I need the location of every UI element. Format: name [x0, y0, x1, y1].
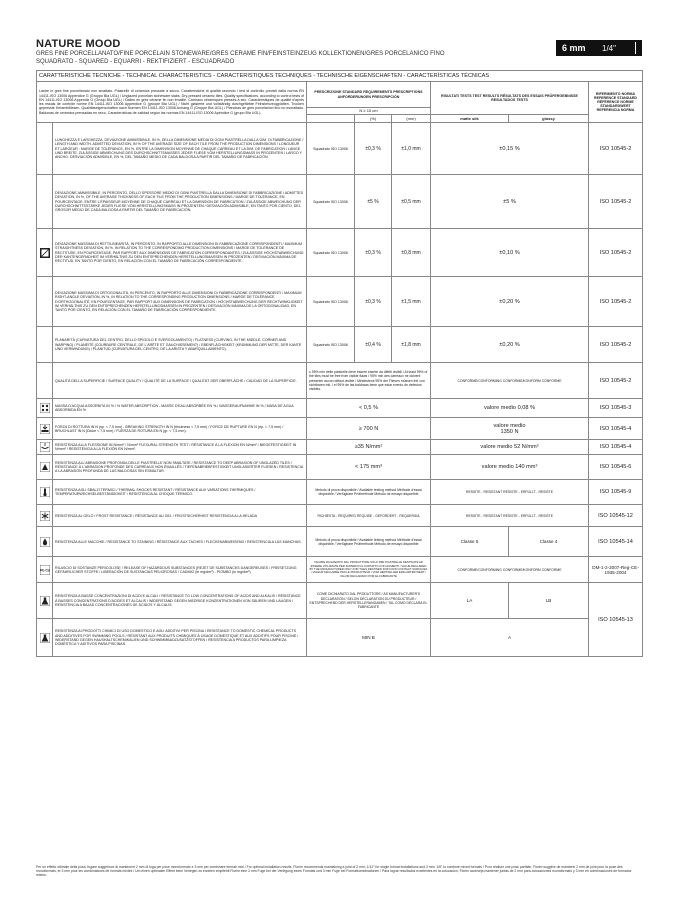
row-icon: [37, 418, 53, 440]
intro-text: Lastre in gres fine porcellanato non smaltato. Piastrelle di ceramica pressate a secco. Caratteristiche di qualità secondo i test di controllo previsti dalla norma EN 14411-ISO 13006 Appendice G (Gruppo BIa UGL) / Unglazed porcelain stoneware slabs. Dry-pressed ceramic tiles. Quality specifications, according to control tests of EN 14411-ISO 13006 Appendix G (Group BIa UGL) / Dalles en grès cérame fin non émaillé. Carreaux céramiques pressés à sec. Caractéristiques de qualité d'après les essais de contrôle norme EN 14411-ISO 13006 Appendice G (groupe BIa UGL) / Nicht glasierte und vollständig durchgefärbte Feinsteinzeugplatten. Trocken gepresste Keramikfliesen. Qualitätseigenschaften nach Normen EN 14411-ISO 13006 Anhang G (Gruppe BIa UGL) / Planchas de gres porcelánico fino no esmaltado. Baldosas de cerámica prensadas en seco. Características de calidad según las normas EN 14411-ISO 13006 Apéndice G (grupo BIa UGL).: [37, 82, 307, 123]
property-description: RESISTENZA AGLI SBALZI TERMICI / THERMAL SHOCKS RESISTANT / RÉSISTANCE AUX VARIATIONS THERMIQUES / TEMPERATURWECHSELBESTÄNDIGKEIT / RESISTENCIA AL CHOQUE TÉRMICO.: [53, 480, 307, 505]
row-description: DEVIAZIONE MASSIMA DI ORTOGONALITÀ, IN PERCENTO, IN RAPPORTO ALLE DIMENSIONI DI FABBRICAZIONE CORRISPONDENTI / MAXIMUM RIGHT-ANGLE DEVIATION, IN %, IN RELATION TO THE CORRESPONDING PRODUCTION DIMENSIONS / MARGE DE TOLÉRANCE D'ORTHOGONALITÉ, EN POURCENTAGE, PAR RAPPORT AUX DIMENSIONS DE FABRICATION / HÖCHSTABWEICHUNG DER RECHTWINKLIGKEIT IM VERHÄLTNIS ZU DEN ENTSPRECHENDEN HERSTELLUNGSMASSEN IN PROZENTEN / DESVIACIÓN MÁXIMA DE LA ORTOGONALIDAD, EN TANTO POR CIENTO, EN RELACIÓN CON EL TAMAÑO DE FABRICACIÓN CORRESPONDIENTE.: [53, 277, 307, 327]
table-row: [37, 440, 643, 455]
row-icon: [37, 455, 53, 480]
thickness-inch: 1/4": [602, 43, 616, 53]
row-icon: [37, 527, 53, 557]
row-icon: [37, 619, 53, 657]
property-description: RILASCIO DI SOSTANZE PERICOLOSE / RELEASE OF HAZARDOUS SUBSTANCES (REJET DE SUBSTANCES DANGEREUSES / FREISETZUNG GEFÄHRLICHER STOFFE / LIBERACIÓN DE SUSTANCIAS PELIGROSAS / CADMIO (in mg/dm²) - PIOMBO (in mg/dm²).: [53, 557, 307, 583]
glossy-label: glossy: [509, 115, 589, 123]
unit-percent-label: (%): [355, 115, 392, 123]
property-reference: ISO 10545-9: [589, 480, 643, 505]
row-icon: [37, 557, 53, 583]
row-icon: [37, 480, 53, 505]
row-reference: ISO 10545-2: [589, 277, 643, 327]
row-result: ±0,15 %: [431, 123, 589, 175]
unit-mm-label: (mm): [392, 115, 431, 123]
stain-icon: [40, 537, 50, 547]
collection-subtitle-line2: SQUADRATO - SQUARED - EQUARRI - REKTIFIZIERT - ESCUADRADO: [36, 59, 235, 65]
property-requirement: COME DICHIARATO DAL PRODUTTORE / AS MANUFACTURER'S DECLARATION / SELON DÉCLARATION DU PRODUCTEUR / ENTSPRECHEND DER HERSTELLERANGABEN / TAL COMO DECLARA EL FABRICANTE: [307, 583, 431, 619]
property-description: RESISTENZA AL GELO / FROST RESISTANCE / RÉSISTANCE AU GEL / FROSTSICHERHEIT RESISTENCIA A LA HELADA: [53, 505, 307, 527]
property-requirement: ≥ 700 N: [307, 418, 431, 440]
row-mm-req: ±1,8 mm: [392, 327, 431, 363]
svg-text:Pb Cd: Pb Cd: [39, 568, 50, 573]
table-row: [37, 399, 643, 418]
row-icon-empty: [37, 327, 53, 363]
property-requirement: ≥35 N/mm²: [307, 440, 431, 455]
row-result: ±0,20 %: [431, 327, 589, 363]
thickness-badge: [556, 40, 642, 56]
row-icon: [37, 399, 53, 418]
collection-title: NATURE MOOD: [36, 38, 121, 50]
table-row: [37, 455, 643, 480]
table-row: [37, 619, 643, 657]
row-mm-req: ±0,5 mm: [392, 175, 431, 229]
quality-result: CONFORME/CONFORMING CONFORME/KONFORM CONFORME: [431, 363, 589, 399]
table-row: [37, 583, 643, 619]
property-requirement: < 175 mm³: [307, 455, 431, 480]
flexural-strength-icon: [40, 442, 50, 452]
row-description: LUNGHEZZA E LARGHEZZA. DEVIAZIONE AMMISSIBILE, IN %, DELLA DIMENSIONE MEDIA DI OGNI PIASTRELLA DALLA DIM. DI FABBRICAZIONE / LENGTH AND WIDTH. ADMITTED DEVIATION, IN % OF THE AVERAGE SIZE OF EACH TILE FROM THE PRODUCTION DIMENSIONS / LONGUEUR ET LARGEUR : MARGE DE TOLÉRANCE, EN %, ENTRE LA DIMENSION MOYENNE DE CHAQUE CARREAU ET LA DIM. DE FABRICATION / LÄNGE UND BREITE. ZULÄSSIGE ABWEICHUNG DES DURCHSCHNITTSMASSES JEDER FLIESE VOM HERSTELLUNGSMASS IN PROZENTEN / LARGO Y ANCHO. DESVIACIÓN ADMISIBLE, EN %, DEL TAMAÑO MEDIO DE CADA BALDOSA A PARTIR DEL TAMAÑO DE FABRICACIÓN.: [53, 123, 307, 175]
glossy-result: Classe 4: [509, 527, 589, 557]
thickness-mm: 6 mm: [562, 43, 586, 53]
row-result: ±0,20 %: [431, 277, 589, 327]
matte-result: LA: [431, 583, 509, 619]
table-row: [37, 527, 643, 557]
property-reference: ISO 10545-4: [589, 440, 643, 455]
frost-icon: [40, 511, 50, 521]
table-row: [37, 123, 643, 175]
table-row: [37, 229, 643, 277]
property-result: CONFORME/CONFORMING CONFORME/KONFORM CONFORME: [431, 557, 589, 583]
property-description: RESISTENZA AI PRODOTTI CHIMICI DI USO DOMESTICO E AGLI ADDITIVI PER PISCINA / RESISTANCE TO DOMESTIC CHEMICAL PRODUCTS AND ADDITIVES FOR SWIMMING POOLS / RÉSISTANT AUX PRODUITS CHIMIQUES À USAGE DOMESTIQUE ET AUX ADDITIFS POUR PISCINE / WIDERSTAND GEGEN HAUSHALTSCHEMIKALIEN UND SCHWIMMBADZUSATZSTOFFEN / RESISTENCIA A PRODUCTOS PARA LIMPIEZA DOMÉSTICA Y ADITIVOS PARA PISCINAS.: [53, 619, 307, 657]
property-result: valore medio 140 mm³: [431, 455, 589, 480]
lead-cadmium-icon: [40, 565, 50, 575]
property-result: A: [431, 619, 589, 657]
collection-subtitle-line1: GRES FINE PORCELLANATO/FINE PORCELAIN STONEWARE/GRES CERAME FIN/FEINSTEINZEUG KOLLEKTIONEN/GRES PORCELANICO FINO: [36, 51, 445, 57]
straightness-icon: [40, 248, 50, 258]
property-reference: ISO 10545-13: [589, 583, 643, 657]
row-reference: ISO 10545-2: [589, 327, 643, 363]
property-reference: ISO 10545-12: [589, 505, 643, 527]
property-description: RESISTENZA A BASSE CONCENTRAZIONI DI ACIDI E ALCALI / RESISTANCE TO LOW CONCENTRATIONS OF ACIDS AND ALKALIS / RÉSISTANCE À BASSES CONCENTRATIONS D'ACIDES ET ALCALIS / WIDERSTAND GEGEN NIEDRIGE KONZENTRATIONEN VON SÄUREN UND LAUGEN / RESISTENCIA A BAJAS CONCENTRACIONES DE ÁCIDOS Y ÁLCALIS.: [53, 583, 307, 619]
row-method: Squadrato ISO 13006: [307, 123, 355, 175]
property-requirement: < 0,5 %: [307, 399, 431, 418]
standard-n-label: N ≥ 15 cm: [307, 108, 431, 115]
row-method: Squadrato ISO 13006: [307, 229, 355, 277]
row-result: ±5 %: [431, 175, 589, 229]
row-icon: [37, 583, 53, 619]
row-percent-req: ±0,3 %: [355, 123, 392, 175]
row-description: PLANARITÀ (CURVATURA DEL CENTRO, DELLO SPIGOLO E SVERGOLAMENTO) / FLATNESS (CURVING, IN THE MIDDLE, CORNER AND WARPING) / PLANÉITÉ (COURBURE CENTRALE, DE L'ARÊTE ET GAUCHISSEMENT) / EBENFLÄCHIGKEIT (KRÜMMUNG DER MITTE, DER KANTE UND VERWINDUNG) / PLANITUD (CURVATURA DEL CENTRO, DE LA ARISTA Y ABARQUILLAMIENTO).: [53, 327, 307, 363]
abrasion-icon: [40, 462, 50, 472]
property-reference: ISO 10545-6: [589, 455, 643, 480]
datasheet-page: [36, 38, 642, 877]
row-mm-req: ±0,8 mm: [392, 229, 431, 277]
property-reference: ISO 10545-4: [589, 418, 643, 440]
property-result: RESISTE - RESISTANT RÉSISTE - ERFÜLLT - RESISTE: [431, 505, 589, 527]
section-title: CARATTERISTICHE TECNICHE - TECHNICAL CHARACTERISTICS - CARACTERISTIQUES TECHNIQUES - TECHNISCHE EIGENSCHAFTEN - CARACTERÍSTICAS TÉCNICAS: [37, 71, 643, 82]
row-icon-empty: [37, 175, 53, 229]
breaking-strength-icon: [40, 424, 50, 434]
row-icon: [37, 229, 53, 277]
table-row: [37, 363, 643, 399]
standard-requirements-header: PRESCRIZIONE STANDARD REQUIREMENTS PRESCRIPTIONS ANFORDERUNGEN PRESCRIPCIÓN: [307, 82, 431, 108]
row-method: Squadrato ISO 13006: [307, 277, 355, 327]
table-row: [37, 277, 643, 327]
property-reference: DM-1-2-2007-Reg-CE-1935-2004: [589, 557, 643, 583]
quality-reference: ISO 10545-2: [589, 363, 643, 399]
table-row: [37, 418, 643, 440]
property-requirement: Metodo di prova disponibile / Available testing method Méthode d'essai disponible / Verfügbare Prüfmethode Método de ensayo disponible: [307, 480, 431, 505]
table-row: [37, 175, 643, 229]
property-result: valore medio 0,08 %: [431, 399, 589, 418]
row-icon: [37, 440, 53, 455]
property-requirement: MIN B: [307, 619, 431, 657]
property-description: FORZA DI ROTTURA IN N (sp. < 7,5 mm) - BREAKING STRENGTH IN N (thickness < 7,5 mm) / FORCE DE RUPTURE EN N (ép. < 7,5 mm) / BRUCHLAST IN N (Dicke < 7,5 mm) / FUERZA DE ROTURA EN N (gr. < 7,5 mm).: [53, 418, 307, 440]
water-absorption-icon: [40, 403, 50, 413]
row-mm-req: ±1,5 mm: [392, 277, 431, 327]
row-method: Squadrato ISO 13006: [307, 327, 355, 363]
quality-method: ≥ 95% min delle piastrelle deve essere esente da difetti visibili / At least 95% of the tiles must be free from visible flaws / 95% min des carreaux ne doivent présenter aucun défaut visible / Mindestens 95% der Fliesen müssen frei von sichtbaren mit. / el 95% de las baldosas tiene que estar exento de defectos visibles.: [307, 363, 431, 399]
reference-standard-header: RIFERIMENTO NORMA REFERENCE STANDARD RÉFÉRENCE NORME STANDARDWERT REFERENCIA NORMA: [589, 82, 643, 123]
row-reference: ISO 10545-2: [589, 229, 643, 277]
row-reference: ISO 10545-2: [589, 123, 643, 175]
property-requirement: VALORE DICHIARATO DAL PRODUTTORE SOLO PER PIASTRELLE DESTINATE AD ESSERE UTILIZZATE PER SUPERFICI A CONTATTO CON ALIMENTI / VALUE DECLARED BY THE MANUFACTURER ONLY FOR TILES DESTINED FOR FOOD CONTACT SURFACES / VALEUR DÉCLARÉE PAR LE PRODUCTEUR / VOM HERSTELLER ERKLÄRTER WERT / VALOR DECLARADO POR EL FABRICANTE: [307, 557, 431, 583]
property-reference: ISO 10545-14: [589, 527, 643, 557]
pool-chemical-icon: [40, 633, 50, 643]
row-method: Squadrato ISO 13006: [307, 175, 355, 229]
property-description: RESISTENZA ALL'ABRASIONE PROFONDA DELLE PIASTRELLE NON SMALTATE / RESISTANCE TO DEEP ABRASION OF UNGLAZED TILES / RÉSISTANCE À L'ABRASION PROFONDE DES CARREAUX NON ÉMAILLÉS / TIEFENABRIEBFESTIGKEIT UNGLASIERTER FLIESEN / RESISTENCIA A LA ABRASIÓN PROFUNDA DE LAS BALDOSAS SIN ESMALTAR.: [53, 455, 307, 480]
table-row: [37, 327, 643, 363]
property-description: RESISTENZA ALLE MACCHIE / RESISTANCE TO STAINING / RÉSISTANCE AUX TACHES / FLECKENABWEISEND / RESISTENCIA A LAS MANCHAS.: [53, 527, 307, 557]
test-results-header: RISULTATI TESTS TEST RESULTS RÉSULTATS DES ESSAIS PRÜFERGEBNISSE RESULTADOS TESTS: [431, 82, 589, 115]
row-description: DEVIAZIONE AMMISSIBILE, IN PERCENTO, DELLO SPESSORE MEDIO DI OGNI PIASTRELLA DALLA DIMENSIONE DI FABBRICAZIONE / ADMITTED DEVIATION, IN %, OF THE AVERAGE THICKNESS OF EACH TILE FROM THE PRODUCTION DIMENSIONS / MARGE DE TOLÉRANCE, EN POURCENTAGE, ENTRE L'ÉPAISSEUR MOYENNE DE CHAQUE CARREAU ET LA DIMENSION DE FABRICATION / ZULÄSSIGE ABWEICHUNG DER DURCHSCHNITTSSTÄRKE JEDER FLIESE VOM HERSTELLUNGSMASS IN PROZENTEN / DESVIACIÓN ADMISIBLE, EN TANTO POR CIENTO, DEL GROSOR MEDIO DE CADA BALDOSA A PARTIR DEL TAMAÑO DE FABRICACIÓN.: [53, 175, 307, 229]
property-reference: ISO 10545-3: [589, 399, 643, 418]
property-result: RESISTE - RESISTANT RÉSISTE - ERFÜLLT - RESISTE: [431, 480, 589, 505]
row-icon-empty: [37, 363, 53, 399]
technical-characteristics-table: [36, 70, 643, 657]
row-percent-req: ±5 %: [355, 175, 392, 229]
property-description: MASSA D'ACQUA ASSORBITA IN % / % WATER ABSORPTION - MASSE D'EAU ABSORBÉE EN % / WASSERAUFNAHME IN % / MASA DE AGUA ABSORBIDA EN %: [53, 399, 307, 418]
row-reference: ISO 10545-2: [589, 175, 643, 229]
table-row: [37, 557, 643, 583]
table-row: [37, 505, 643, 527]
property-requirement: RICHIESTA - REQUIRED REQUISE - GEFORDERT - REQUERIDA: [307, 505, 431, 527]
property-result: valore medio 52 N/mm²: [431, 440, 589, 455]
row-icon: [37, 505, 53, 527]
matte-silk-label: matte silk: [431, 115, 509, 123]
table-row: [37, 480, 643, 505]
row-percent-req: ±0,4 %: [355, 327, 392, 363]
row-percent-req: ±0,3 %: [355, 277, 392, 327]
footnote: Per un effetto ottimale della posa, fugare suggerisce di mantenere 2 mm di fuga per pose monoformato e 3 mm per combinare formati mixi / For optimal installation results, Florim recommends maintaining a joint of 2 mm; 1/12" for single format installations and 3 mm; 1/8" to combine mixed formats / Pour réaliser une pose parfaite, Florim suggère de maintenir 2 mm de joint pour la pose des monoformats, et 3 mm pour les combinaisons de formats mixtes / Um einen optimalen Effekt beim Verlegen zu erzielen empfiehlt Florim eine 2 mm Fuge bei der Verlegung eines Formats und 3 mm Fuge bei Formatkombinationen / Para lograr resultados excelentes en la colocación, Florim aconseja mantener juntas de 2 mm para colocaciones monoformato y 3 mm en combinaciones de formatos mixtos.: [36, 865, 632, 877]
row-description: DEVIAZIONE MASSIMA DI RETTILINEARITÀ, IN PERCENTO, IN RAPPORTO ALLE DIMENSIONI DI FABBRICAZIONE CORRISPONDENTI / MAXIMUM STRAIGHTNESS DEVIATION, IN %, IN RELATION TO THE CORRESPONDING PRODUCTION DIMENSIONS / MARGE DE TOLÉRANCE DE RECTITUDE, EN POURCENTAGE, PAR RAPPORT AUX DIMENSIONS DE FABRICATION CORRESPONDANTES / ZULÄSSIGE HÖCHSTABWEICHUNG DER KANTENGERADHEIT IM VERHÄLTNIS ZU DEN ENTSPRECHENDEN HERSTELLUNGSMASSEN IN PROZENTEN / DESVIACIÓN MÁXIMA DE RECTITUD, EN TANTO POR CIENTO, EN RELACIÓN CON EL TAMAÑO DE FABRICACIÓN CORRESPONDIENTE.: [53, 229, 307, 277]
row-result: ±0,10 %: [431, 229, 589, 277]
glossy-result: LB: [509, 583, 589, 619]
row-mm-req: ±1,0 mm: [392, 123, 431, 175]
method-column-blank: [307, 115, 355, 123]
quality-description: QUALITÀ DELLA SUPERFICIE / SURFACE QUALITY / QUALITÉ DE LA SURFACE / QUALITÄT DER OBERFLÄCHE / CALIDAD DE LA SUPERFICIE.: [53, 363, 307, 399]
property-requirement: Metodo di prova disponibile / Available testing method Méthode d'essai disponible / Verfügbare Prüfmethode Método de ensayo disponible: [307, 527, 431, 557]
matte-result: Classe 5: [431, 527, 509, 557]
row-icon-empty: [37, 123, 53, 175]
property-result: valore medio 1350 N: [431, 418, 589, 440]
thermal-shock-icon: [40, 487, 50, 497]
chemical-icon: [40, 596, 50, 606]
property-description: RESISTENZA ALLA FLESSIONE IN N/mm² / N/mm² FLEXURAL STRENGTH TEST / RÉSISTANCE À LA FLEXION EN N/mm² / BIEGEFESTIGKEIT IN N/mm² / RESISTENCIA A LA FLEXIÓN EN N/mm².: [53, 440, 307, 455]
row-icon-empty: [37, 277, 53, 327]
row-percent-req: ±0,3 %: [355, 229, 392, 277]
badge-divider: [635, 42, 636, 54]
